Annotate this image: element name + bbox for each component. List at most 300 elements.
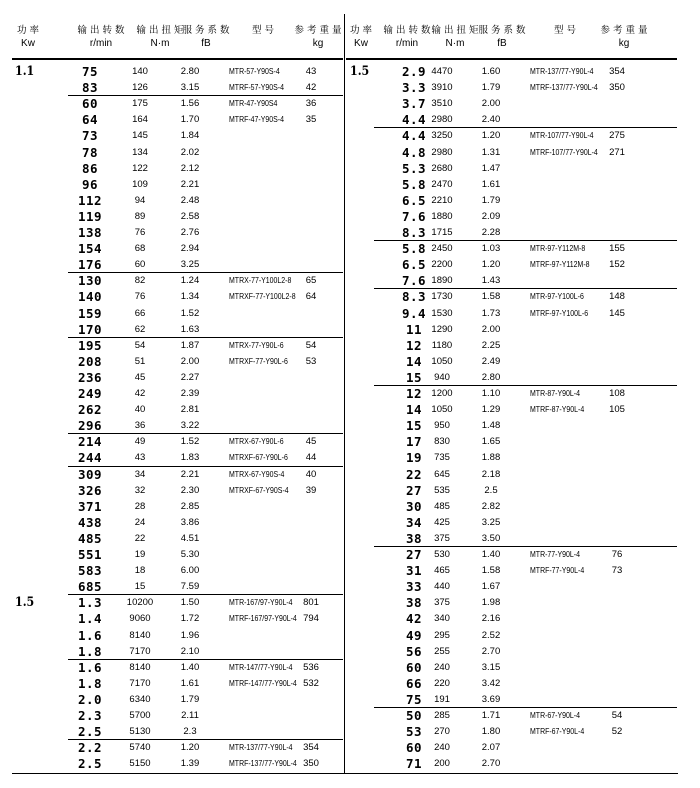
- model-number: MTR-77-Y90L-4: [530, 549, 580, 559]
- service-factor: 3.42: [481, 677, 501, 689]
- output-torque: 2200: [431, 259, 453, 271]
- output-torque: 22: [134, 532, 146, 544]
- model-number: MTRF-97-Y100L-6: [530, 307, 589, 318]
- output-speed: 244: [77, 450, 103, 466]
- service-factor: 1.58: [481, 565, 501, 577]
- service-factor: 1.79: [180, 693, 200, 705]
- output-torque: 122: [132, 162, 148, 174]
- header-speed-unit: r/min: [89, 38, 113, 49]
- service-factor: 2.81: [180, 404, 200, 416]
- header-power-cn-right: 功 率: [349, 25, 373, 36]
- service-factor: 1.61: [481, 178, 501, 190]
- header-service-factor-right: [474, 24, 530, 50]
- output-speed: 551: [77, 547, 103, 562]
- service-factor: 3.15: [180, 82, 200, 94]
- service-factor: 4.51: [180, 532, 200, 544]
- model-number: MTR-97-Y100L-6: [530, 291, 584, 302]
- output-speed: 4.8: [401, 144, 427, 160]
- output-speed: 56: [405, 643, 423, 659]
- output-torque: 3910: [431, 82, 453, 94]
- service-factor: 1.96: [180, 629, 200, 641]
- output-speed: 6.5: [401, 257, 427, 273]
- output-torque: 9060: [129, 613, 151, 625]
- header-weight-right: [596, 24, 652, 50]
- header-service-unit-right: fB: [497, 38, 507, 49]
- output-speed: 138: [77, 225, 103, 240]
- output-torque: 1050: [431, 355, 453, 367]
- service-factor: 1.98: [481, 597, 501, 609]
- output-speed: 326: [77, 482, 103, 498]
- service-factor: 2.11: [181, 710, 199, 721]
- output-torque: 49: [134, 436, 146, 448]
- model-number: MTRF-67-Y90L-4: [530, 726, 585, 737]
- output-torque: 5150: [129, 758, 151, 770]
- output-speed: 66: [405, 675, 423, 691]
- output-speed: 60: [405, 740, 423, 756]
- service-factor: 1.29: [481, 404, 501, 416]
- output-torque: 1715: [431, 227, 453, 238]
- output-torque: 34: [134, 468, 146, 480]
- header-power-right: [346, 24, 376, 50]
- output-speed: 130: [77, 273, 103, 289]
- output-torque: 2450: [431, 243, 453, 255]
- output-torque: 18: [134, 565, 146, 577]
- service-factor: 2.49: [481, 355, 501, 367]
- output-torque: 109: [132, 178, 148, 190]
- reference-weight: 108: [609, 388, 625, 399]
- service-factor: 1.52: [180, 436, 200, 448]
- header-power-unit: Kw: [21, 38, 35, 49]
- output-torque: 126: [132, 82, 148, 94]
- output-torque: 1050: [431, 404, 453, 416]
- output-speed: 296: [77, 418, 103, 434]
- output-speed: 2.9: [401, 64, 427, 79]
- output-torque: 465: [434, 565, 450, 577]
- service-factor: 2.00: [481, 98, 501, 110]
- output-torque: 43: [134, 452, 146, 464]
- service-factor: 1.48: [481, 420, 501, 432]
- output-speed: 195: [77, 337, 103, 353]
- service-factor: 1.61: [180, 677, 200, 689]
- model-number: MTRX-77-Y90L-6: [229, 339, 284, 350]
- output-speed: 38: [405, 595, 423, 611]
- output-speed: 12: [405, 386, 423, 401]
- header-weight-unit-right: kg: [618, 38, 630, 49]
- service-factor: 3.15: [481, 661, 501, 673]
- reference-weight: 271: [609, 146, 625, 158]
- service-factor: 2.70: [481, 645, 501, 657]
- output-speed: 11: [405, 321, 423, 337]
- output-torque: 2980: [431, 146, 453, 158]
- service-factor: 1.50: [180, 597, 200, 609]
- center-divider: [344, 14, 345, 774]
- output-speed: 112: [77, 192, 103, 208]
- model-number: MTR-137/77-Y90L-4: [229, 742, 293, 753]
- output-torque: 295: [434, 629, 450, 641]
- service-factor: 1.79: [481, 82, 501, 94]
- output-torque: 10200: [126, 597, 154, 609]
- output-torque: 82: [134, 275, 146, 287]
- model-number: MTRF-137/77-Y90L-4: [229, 758, 297, 769]
- model-number: MTRF-97-Y112M-8: [530, 259, 590, 270]
- reference-weight: 52: [611, 726, 623, 738]
- model-number: MTRF-107/77-Y90L-4: [530, 146, 598, 157]
- service-factor: 2.70: [481, 758, 501, 770]
- output-torque: 1200: [431, 388, 453, 399]
- output-speed: 73: [81, 128, 99, 144]
- service-factor: 1.79: [481, 194, 501, 206]
- model-number: MTRXF-67-Y90S-4: [229, 484, 289, 495]
- reference-weight: 152: [609, 259, 625, 271]
- service-factor: 1.80: [481, 726, 501, 738]
- output-torque: 164: [132, 114, 148, 126]
- output-torque: 255: [434, 645, 450, 657]
- service-factor: 3.69: [481, 693, 501, 705]
- reference-weight: 350: [609, 82, 625, 94]
- service-factor: 2.58: [180, 210, 200, 222]
- reference-weight: 40: [305, 468, 317, 480]
- output-speed: 249: [77, 386, 103, 401]
- header-weight-unit: kg: [312, 38, 324, 49]
- output-speed: 438: [77, 514, 103, 530]
- output-speed: 7.6: [401, 273, 427, 289]
- output-torque: 440: [434, 581, 450, 593]
- output-torque: 68: [134, 243, 146, 255]
- output-speed: 8.3: [401, 289, 427, 305]
- output-speed: 5.8: [401, 241, 427, 257]
- header-weight-cn: 参 考 重 量: [294, 25, 342, 36]
- service-factor: 2.12: [180, 162, 200, 174]
- output-speed: 27: [405, 482, 423, 498]
- output-speed: 42: [405, 611, 423, 627]
- output-torque: 830: [434, 436, 450, 448]
- output-speed: 22: [405, 466, 423, 482]
- output-speed: 1.8: [77, 675, 103, 691]
- output-speed: 14: [405, 402, 423, 418]
- output-speed: 75: [405, 691, 423, 707]
- output-torque: 45: [134, 371, 146, 383]
- model-number: MTR-87-Y90L-4: [530, 388, 580, 398]
- model-number: MTR-147/77-Y90L-4: [229, 661, 293, 672]
- reference-weight: 42: [305, 82, 317, 94]
- model-number: MTRF-57-Y90S-4: [229, 82, 285, 93]
- output-torque: 42: [134, 388, 146, 399]
- service-factor: 2.5: [484, 484, 498, 496]
- output-torque: 200: [434, 758, 450, 770]
- output-torque: 1730: [431, 291, 453, 303]
- service-factor: 2.85: [180, 500, 200, 512]
- output-torque: 2980: [431, 114, 453, 126]
- reference-weight: 155: [609, 243, 625, 255]
- output-speed: 86: [81, 160, 99, 176]
- output-torque: 220: [434, 677, 450, 689]
- output-speed: 2.3: [77, 708, 103, 723]
- model-number: MTR-167/97-Y90L-4: [229, 597, 293, 608]
- service-factor: 2.25: [481, 339, 501, 351]
- model-number: MTRXF-77-Y90L-6: [229, 355, 288, 366]
- output-speed: 6.5: [401, 192, 427, 208]
- output-torque: 1180: [431, 339, 453, 351]
- output-speed: 34: [405, 514, 423, 530]
- output-speed: 262: [77, 402, 103, 418]
- model-number: MTRF-77-Y90L-4: [530, 565, 585, 576]
- reference-weight: 54: [305, 339, 317, 351]
- service-factor: 1.52: [180, 307, 200, 319]
- output-torque: 3510: [431, 98, 453, 110]
- output-speed: 5.8: [401, 176, 427, 192]
- header-torque-cn-right: 输 出 扭 矩: [431, 25, 479, 36]
- service-factor: 1.72: [180, 613, 200, 625]
- output-torque: 375: [434, 597, 450, 609]
- output-torque: 175: [132, 98, 148, 110]
- reference-weight: 65: [305, 275, 317, 287]
- output-speed: 71: [405, 756, 423, 772]
- model-number: MTRXF-67-Y90L-6: [229, 452, 288, 463]
- service-factor: 1.84: [180, 130, 200, 142]
- reference-weight: 275: [609, 130, 625, 142]
- output-speed: 1.4: [77, 611, 103, 627]
- service-factor: 2.00: [481, 323, 501, 335]
- output-speed: 7.6: [401, 208, 427, 224]
- output-torque: 735: [434, 452, 450, 464]
- output-speed: 53: [405, 724, 423, 740]
- header-service-cn-right: 服 务 系 数: [478, 25, 526, 36]
- model-number: MTRX-67-Y90S-4: [229, 468, 285, 479]
- header-speed: [70, 24, 132, 50]
- output-speed: 583: [77, 563, 103, 579]
- header-power-unit-right: Kw: [354, 38, 368, 49]
- output-speed: 1.6: [77, 627, 103, 643]
- output-torque: 15: [134, 581, 146, 593]
- service-factor: 3.25: [180, 259, 200, 271]
- output-torque: 1890: [431, 275, 453, 287]
- output-torque: 285: [434, 710, 450, 721]
- output-speed: 33: [405, 579, 423, 595]
- output-speed: 31: [405, 563, 423, 579]
- service-factor: 2.10: [180, 645, 200, 657]
- service-factor: 2.52: [481, 629, 501, 641]
- service-factor: 1.20: [180, 742, 200, 754]
- header-model-cn: 型 号: [251, 25, 275, 36]
- model-number: MTRX-77-Y100L2-8: [229, 275, 292, 286]
- power-value: 1.5: [350, 64, 370, 79]
- output-speed: 3.7: [401, 96, 427, 112]
- output-torque: 375: [434, 532, 450, 544]
- top-rule-right: [346, 58, 677, 60]
- output-torque: 240: [434, 661, 450, 673]
- service-factor: 2.09: [481, 210, 501, 222]
- output-torque: 51: [134, 355, 146, 367]
- output-speed: 5.3: [401, 160, 427, 176]
- output-speed: 236: [77, 369, 103, 385]
- output-torque: 1290: [431, 323, 453, 335]
- output-speed: 12: [405, 337, 423, 353]
- model-number: MTRF-147/77-Y90L-4: [229, 677, 297, 688]
- output-torque: 76: [134, 227, 146, 238]
- service-factor: 2.00: [180, 355, 200, 367]
- output-speed: 60: [405, 659, 423, 675]
- output-torque: 8140: [129, 661, 151, 673]
- output-speed: 685: [77, 579, 103, 595]
- output-torque: 1530: [431, 307, 453, 319]
- service-factor: 1.10: [481, 388, 501, 399]
- output-torque: 24: [134, 516, 146, 528]
- model-number: MTR-97-Y112M-8: [530, 243, 586, 254]
- output-speed: 208: [77, 353, 103, 369]
- output-torque: 3250: [431, 130, 453, 142]
- service-factor: 2.80: [180, 66, 200, 77]
- output-speed: 49: [405, 627, 423, 643]
- output-torque: 5700: [129, 710, 151, 721]
- header-torque-unit-right: N·m: [445, 38, 465, 49]
- output-torque: 19: [134, 549, 146, 560]
- output-speed: 96: [81, 176, 99, 192]
- output-speed: 176: [77, 257, 103, 273]
- service-factor: 2.40: [481, 114, 501, 126]
- output-torque: 60: [134, 259, 146, 271]
- service-factor: 2.18: [481, 468, 501, 480]
- service-factor: 1.03: [481, 243, 501, 255]
- reference-weight: 350: [303, 758, 319, 770]
- reference-weight: 105: [609, 404, 625, 416]
- output-torque: 54: [134, 339, 146, 351]
- service-factor: 1.88: [481, 452, 501, 464]
- reference-weight: 145: [609, 307, 625, 319]
- output-torque: 94: [134, 194, 146, 206]
- header-torque-cn: 输 出 扭 矩: [136, 25, 184, 36]
- output-torque: 89: [134, 210, 146, 222]
- output-torque: 76: [134, 291, 146, 303]
- model-number: MTR-67-Y90L-4: [530, 710, 580, 720]
- output-torque: 134: [132, 146, 148, 158]
- service-factor: 1.83: [180, 452, 200, 464]
- output-speed: 60: [81, 96, 99, 112]
- output-speed: 309: [77, 466, 103, 482]
- reference-weight: 45: [305, 436, 317, 448]
- model-number: MTRF-137/77-Y90L-4: [530, 82, 598, 93]
- output-torque: 940: [434, 371, 450, 383]
- output-torque: 62: [134, 323, 146, 335]
- output-speed: 30: [405, 498, 423, 514]
- service-factor: 1.47: [481, 162, 501, 174]
- output-speed: 27: [405, 547, 423, 562]
- reference-weight: 148: [609, 291, 625, 303]
- output-speed: 1.6: [77, 659, 103, 675]
- output-speed: 170: [77, 321, 103, 337]
- service-factor: 2.76: [180, 227, 200, 238]
- reference-weight: 54: [611, 710, 623, 721]
- reference-weight: 53: [305, 355, 317, 367]
- output-speed: 140: [77, 289, 103, 305]
- service-factor: 1.43: [481, 275, 501, 287]
- service-factor: 1.73: [481, 307, 501, 319]
- service-factor: 2.16: [481, 613, 501, 625]
- output-torque: 530: [434, 549, 450, 560]
- output-speed: 19: [405, 450, 423, 466]
- model-number: MTR-107/77-Y90L-4: [530, 130, 594, 141]
- service-factor: 2.07: [481, 742, 501, 754]
- model-number: MTRX-67-Y90L-6: [229, 436, 284, 447]
- reference-weight: 73: [611, 565, 623, 577]
- service-factor: 2.94: [180, 243, 200, 255]
- model-number: MTRF-167/97-Y90L-4: [229, 613, 297, 624]
- header-speed-cn: 输 出 转 数: [77, 25, 125, 36]
- output-torque: 4470: [431, 66, 453, 77]
- header-service-cn: 服 务 系 数: [182, 25, 230, 36]
- output-torque: 32: [134, 484, 146, 496]
- reference-weight: 354: [303, 742, 319, 754]
- output-torque: 485: [434, 500, 450, 512]
- output-speed: 83: [81, 80, 99, 96]
- service-factor: 1.63: [180, 323, 200, 335]
- service-factor: 1.20: [481, 130, 501, 142]
- service-factor: 1.58: [481, 291, 501, 303]
- output-speed: 4.4: [401, 128, 427, 144]
- model-number: MTRXF-77-Y100L2-8: [229, 291, 296, 302]
- output-torque: 8140: [129, 629, 151, 641]
- service-factor: 1.56: [180, 98, 200, 110]
- service-factor: 2.21: [180, 468, 200, 480]
- service-factor: 1.67: [481, 581, 501, 593]
- output-torque: 535: [434, 484, 450, 496]
- service-factor: 1.71: [481, 710, 501, 721]
- reference-weight: 39: [305, 484, 317, 496]
- service-factor: 1.31: [481, 146, 501, 158]
- header-power: [13, 24, 43, 50]
- output-torque: 66: [134, 307, 146, 319]
- reference-weight: 43: [305, 66, 317, 77]
- service-factor: 2.02: [180, 146, 200, 158]
- power-value: 1.5: [15, 595, 35, 611]
- service-factor: 5.30: [180, 549, 200, 560]
- output-speed: 3.3: [401, 80, 427, 96]
- service-factor: 2.39: [180, 388, 200, 399]
- service-factor: 2.82: [481, 500, 501, 512]
- output-torque: 5740: [129, 742, 151, 754]
- reference-weight: 801: [303, 597, 319, 609]
- output-torque: 191: [434, 693, 450, 705]
- service-factor: 3.86: [180, 516, 200, 528]
- bottom-rule: [12, 773, 678, 774]
- reference-weight: 76: [611, 549, 623, 560]
- output-speed: 15: [405, 418, 423, 434]
- reference-weight: 64: [305, 291, 317, 303]
- output-speed: 1.8: [77, 643, 103, 659]
- service-factor: 2.3: [183, 726, 197, 738]
- output-torque: 28: [134, 500, 146, 512]
- output-speed: 1.3: [77, 595, 103, 611]
- model-number: MTR-137/77-Y90L-4: [530, 66, 594, 76]
- output-torque: 5130: [129, 726, 151, 738]
- header-weight-cn-right: 参 考 重 量: [600, 25, 648, 36]
- service-factor: 1.40: [481, 549, 501, 560]
- service-factor: 2.30: [180, 484, 200, 496]
- header-speed-unit-right: r/min: [395, 38, 419, 49]
- output-torque: 7170: [129, 677, 151, 689]
- output-speed: 2.2: [77, 740, 103, 756]
- service-factor: 1.20: [481, 259, 501, 271]
- output-torque: 40: [134, 404, 146, 416]
- header-model-right: [540, 24, 590, 37]
- reference-weight: 532: [303, 677, 319, 689]
- reference-weight: 536: [303, 661, 319, 673]
- service-factor: 3.25: [481, 516, 501, 528]
- reference-weight: 44: [305, 452, 317, 464]
- model-number: MTR-57-Y90S-4: [229, 66, 280, 76]
- output-speed: 214: [77, 434, 103, 450]
- header-model-cn-right: 型 号: [553, 25, 577, 36]
- model-number: MTRF-47-Y90S-4: [229, 114, 285, 125]
